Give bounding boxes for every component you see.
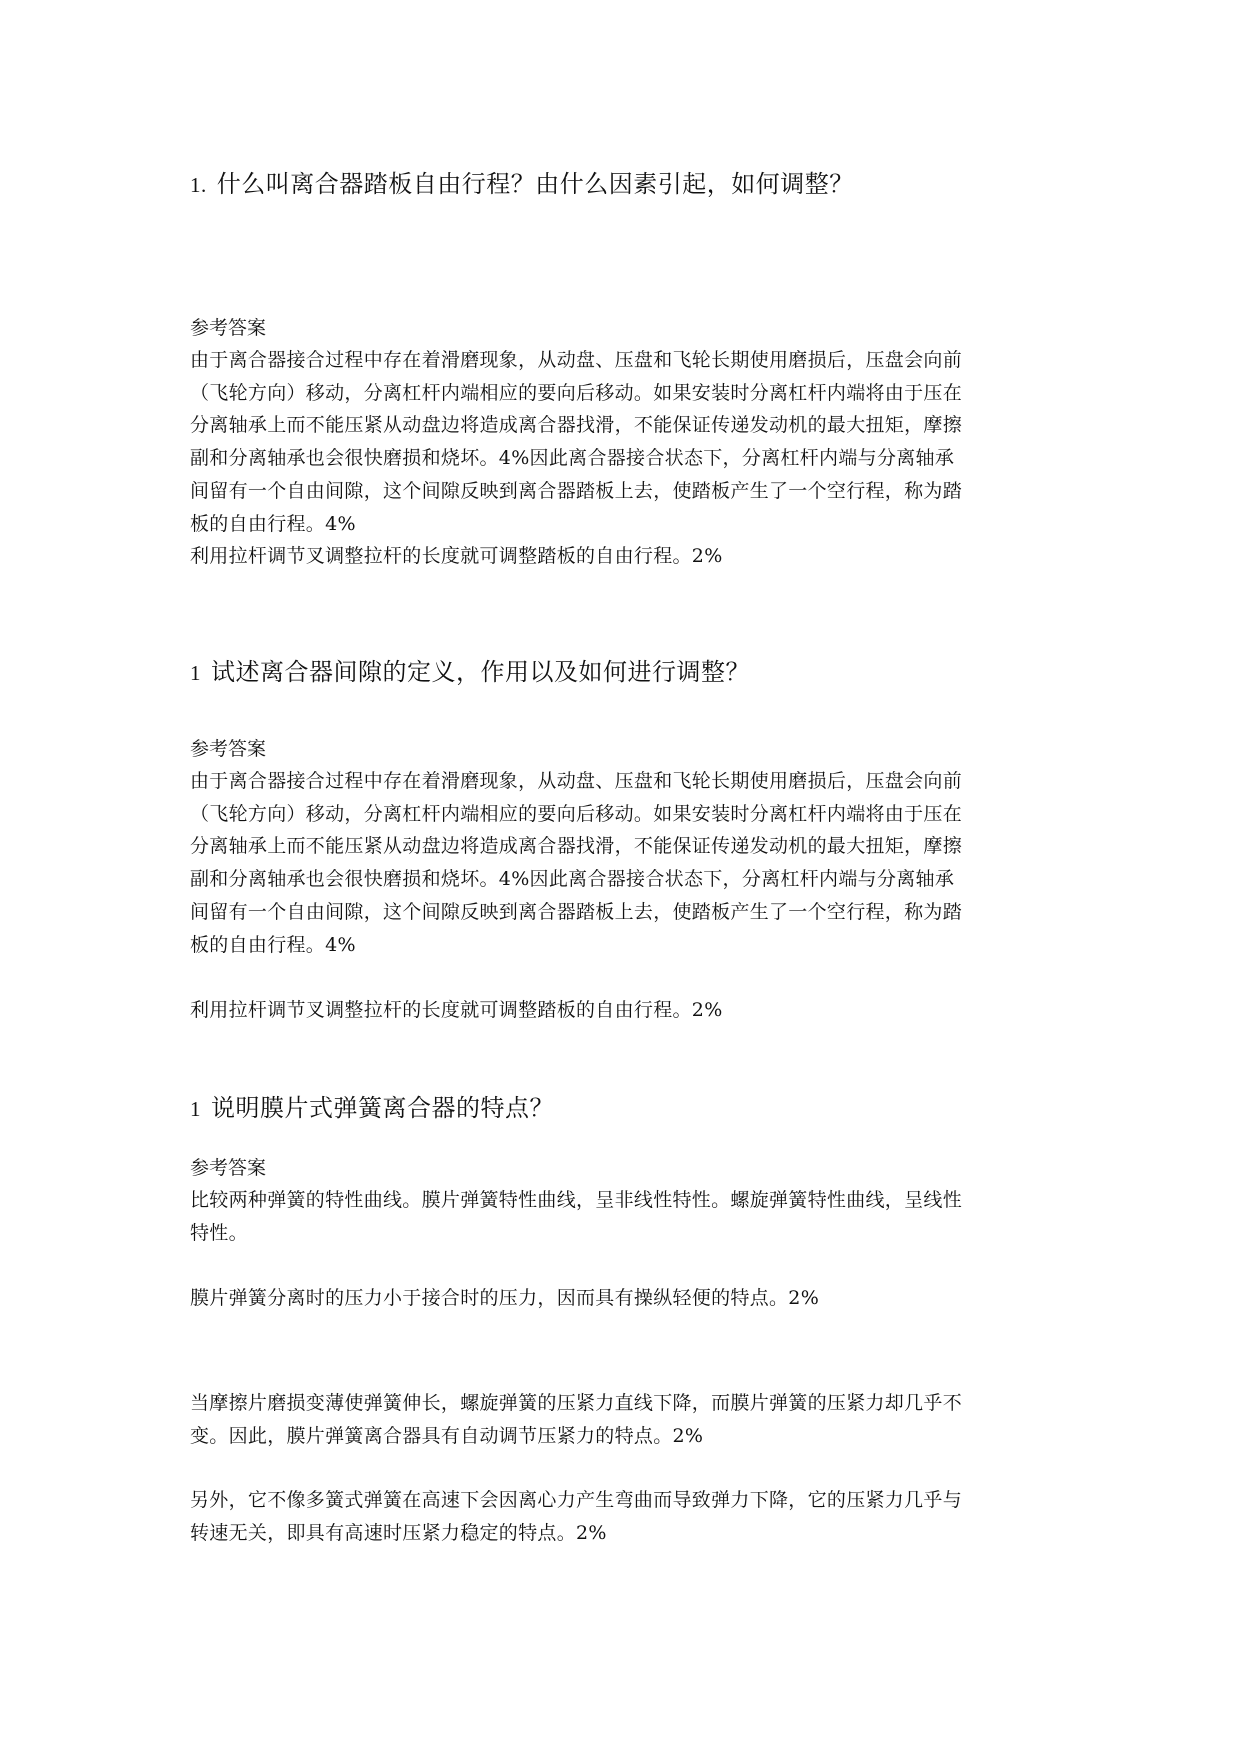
text-line: 由于离合器接合过程中存在着滑磨现象，从动盘、压盘和飞轮长期使用磨损后，压盘会向前 xyxy=(190,770,963,792)
text-line: 当摩擦片磨损变薄使弹簧伸长，螺旋弹簧的压紧力直线下降，而膜片弹簧的压紧力却几乎不 xyxy=(190,1392,963,1414)
text-line: 另外，它不像多簧式弹簧在高速下会因离心力产生弯曲而导致弹力下降，它的压紧力几乎与 xyxy=(190,1489,963,1511)
text-line: 变。因此，膜片弹簧离合器具有自动调节压紧力的特点。2% xyxy=(190,1424,704,1447)
text-line: 特性。 xyxy=(190,1221,248,1244)
question-number: 1 xyxy=(190,661,201,685)
answer-paragraph xyxy=(190,765,1062,961)
answer-paragraph xyxy=(190,1484,1062,1549)
question-text: 试述离合器间隙的定义，作用以及如何进行调整？ xyxy=(211,658,750,686)
answer-label: 参考答案 xyxy=(190,738,267,760)
answer-paragraph xyxy=(190,1184,1062,1249)
answer-label: 参考答案 xyxy=(190,1157,267,1179)
answer-paragraph xyxy=(190,344,1062,540)
text-line: 分离轴承上而不能压紧从动盘边将造成离合器找滑，不能保证传递发动机的最大扭矩，摩擦 xyxy=(190,835,963,858)
answer-label: 参考答案 xyxy=(190,317,267,339)
text-line: 利用拉杆调节叉调整拉杆的长度就可调整踏板的自由行程。2% xyxy=(190,545,723,567)
question-text: 什么叫离合器踏板自由行程？由什么因素引起，如何调整？ xyxy=(216,170,854,198)
text-line: 分离轴承上而不能压紧从动盘边将造成离合器找滑，不能保证传递发动机的最大扭矩，摩擦 xyxy=(190,414,963,437)
question-text: 说明膜片式弹簧离合器的特点？ xyxy=(211,1094,554,1122)
text-line: 转速无关，即具有高速时压紧力稳定的特点。2% xyxy=(190,1521,607,1544)
text-line: （飞轮方向）移动，分离杠杆内端相应的要向后移动。如果安装时分离杠杆内端将由于压在 xyxy=(190,802,963,825)
text-line: 副和分离轴承也会很快磨损和烧坏。4%因此离合器接合状态下，分离杠杆内端与分离轴承 xyxy=(190,868,955,891)
text-line: 间留有一个自由间隙，这个间隙反映到离合器踏板上去，使踏板产生了一个空行程，称为踏 xyxy=(190,479,963,502)
answer-paragraph xyxy=(190,994,1062,1027)
question-1-title xyxy=(190,168,1062,201)
answer-paragraph xyxy=(190,1387,1062,1452)
text-line: 膜片弹簧分离时的压力小于接合时的压力，因而具有操纵轻便的特点。2% xyxy=(190,1287,820,1309)
text-line: 间留有一个自由间隙，这个间隙反映到离合器踏板上去，使踏板产生了一个空行程，称为踏 xyxy=(190,900,963,923)
answer-paragraph xyxy=(190,540,1062,573)
text-line: 副和分离轴承也会很快磨损和烧坏。4%因此离合器接合状态下，分离杠杆内端与分离轴承 xyxy=(190,447,955,470)
text-line: （飞轮方向）移动，分离杠杆内端相应的要向后移动。如果安装时分离杠杆内端将由于压在 xyxy=(190,381,963,404)
question-2-title xyxy=(190,656,1062,689)
answer-paragraph xyxy=(190,1282,1062,1315)
text-line: 板的自由行程。4% xyxy=(190,512,356,535)
text-line: 板的自由行程。4% xyxy=(190,933,356,956)
question-3-title xyxy=(190,1092,1062,1125)
question-number: 1 xyxy=(190,1097,201,1121)
text-line: 比较两种弹簧的特性曲线。膜片弹簧特性曲线，呈非线性特性。螺旋弹簧特性曲线，呈线性 xyxy=(190,1189,963,1211)
text-line: 由于离合器接合过程中存在着滑磨现象，从动盘、压盘和飞轮长期使用磨损后，压盘会向前 xyxy=(190,349,963,371)
question-number: 1. xyxy=(190,173,207,197)
text-line: 利用拉杆调节叉调整拉杆的长度就可调整踏板的自由行程。2% xyxy=(190,999,723,1021)
